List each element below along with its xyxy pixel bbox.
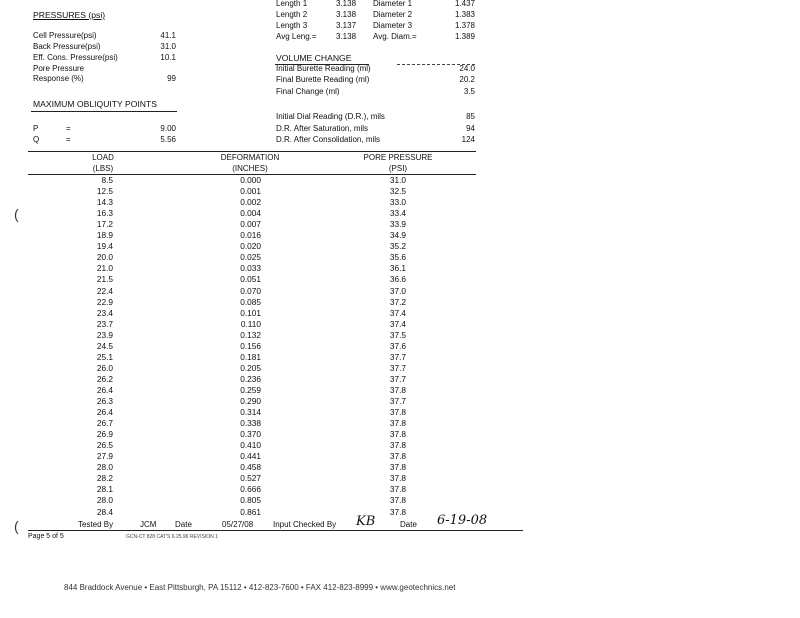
- avg-diameter-label: Avg. Diam.=: [373, 32, 417, 41]
- table-row: [0, 507, 480, 518]
- obliquity-q-value: 5.56: [160, 135, 176, 144]
- eff-cons-pressure-value: 10.1: [160, 53, 176, 62]
- footer-rule: [28, 530, 523, 531]
- obliquity-p-label: P: [33, 124, 39, 133]
- load-cell: 20.0: [96, 252, 113, 263]
- table-row: [0, 286, 480, 297]
- obliquity-p-value: 9.00: [160, 124, 176, 133]
- final-burette-label: Final Burette Reading (ml): [276, 75, 370, 84]
- diameter-1-value: 1.437: [454, 0, 475, 8]
- load-cell: 23.9: [96, 329, 113, 340]
- deformation-cell: 0.110: [240, 318, 261, 329]
- pore-pressure-cell: 33.9: [389, 219, 406, 230]
- deformation-cell: 0.004: [240, 208, 261, 219]
- pore-pressure-cell: 36.6: [389, 274, 406, 285]
- pore-pressure-cell: 37.7: [389, 396, 406, 406]
- deformation-cell: 0.181: [240, 351, 261, 362]
- deformation-cell: 0.205: [240, 362, 261, 373]
- pore-pressure-cell: 37.7: [389, 373, 406, 384]
- load-cell: 26.7: [96, 418, 113, 429]
- load-cell: 16.3: [96, 208, 113, 219]
- pore-pressure-cell: 37.8: [389, 429, 406, 440]
- table-row: [0, 263, 480, 274]
- deformation-cell: 0.101: [240, 307, 261, 318]
- load-cell: 18.9: [96, 230, 113, 241]
- deformation-cell: 0.861: [240, 506, 261, 517]
- load-cell: 8.5: [101, 175, 113, 185]
- pore-pressure-cell: 37.8: [389, 473, 406, 484]
- tested-date-value: 05/27/08: [222, 520, 254, 529]
- table-row: [0, 374, 480, 385]
- load-cell: 26.4: [96, 384, 113, 395]
- table-row: [0, 418, 480, 429]
- form-code: GCN-CT 828 CAT'S 6.25.96 REVISION 1: [126, 534, 218, 540]
- obliquity-p-sep: =: [66, 124, 71, 133]
- pore-pressure-cell: 37.6: [389, 340, 406, 351]
- table-row: [0, 363, 480, 374]
- pore-pressure-cell: 37.5: [389, 329, 406, 340]
- deformation-cell: 0.156: [240, 340, 261, 351]
- pore-pressure-cell: 37.4: [389, 307, 406, 318]
- final-change-value: 3.5: [463, 87, 475, 96]
- input-checked-label: Input Checked By: [273, 520, 337, 529]
- deformation-cell: 0.033: [240, 263, 261, 274]
- load-cell: 12.5: [96, 186, 113, 197]
- table-row: [0, 252, 480, 263]
- avg-length-label: Avg Leng.=: [276, 32, 317, 41]
- tested-by-value: JCM: [140, 520, 157, 529]
- deformation-header: DEFORMATION: [220, 153, 280, 162]
- deformation-cell: 0.236: [240, 373, 261, 384]
- length-2-label: Length 2: [276, 10, 308, 19]
- load-cell: 21.0: [96, 263, 113, 274]
- cell-pressure-label: Cell Pressure(psi): [33, 31, 97, 40]
- deformation-cell: 0.025: [240, 252, 261, 263]
- load-cell: 23.7: [96, 318, 113, 329]
- deformation-cell: 0.020: [240, 241, 261, 252]
- diameter-3-label: Diameter 3: [373, 21, 413, 30]
- deformation-cell: 0.051: [240, 274, 261, 285]
- table-row: [0, 484, 480, 495]
- deformation-cell: 0.070: [240, 285, 261, 296]
- table-row: [0, 352, 480, 363]
- table-row: [0, 495, 480, 506]
- initial-burette-label: Initial Burette Reading (ml): [276, 64, 371, 73]
- table-row: [0, 396, 480, 407]
- table-row: [0, 230, 480, 241]
- final-change-label: Final Change (ml): [276, 87, 340, 96]
- load-cell: 17.2: [96, 219, 113, 230]
- response-value: 99: [167, 74, 176, 83]
- deformation-cell: 0.370: [240, 429, 261, 440]
- obliquity-underline: [31, 111, 177, 112]
- pore-pressure-cell: 37.7: [389, 351, 406, 362]
- volume-change-heading: VOLUME CHANGE: [276, 53, 352, 63]
- load-cell: 22.9: [96, 296, 113, 307]
- initial-dial-value: 85: [466, 112, 475, 121]
- deformation-cell: 0.085: [240, 296, 261, 307]
- pore-pressure-cell: 31.0: [389, 175, 406, 185]
- pore-pressure-cell: 33.0: [389, 197, 406, 208]
- pore-pressure-header: PORE PRESSURE: [363, 153, 433, 162]
- dr-consolidation-label: D.R. After Consolidation, mils: [276, 135, 381, 144]
- deformation-cell: 0.410: [240, 440, 261, 451]
- deformation-cell: 0.441: [240, 451, 261, 462]
- page-number: Page 5 of 5: [28, 533, 64, 540]
- table-row: [0, 297, 480, 308]
- table-row: [0, 473, 480, 484]
- load-cell: 27.9: [96, 451, 113, 462]
- table-row: [0, 197, 480, 208]
- table-row: [0, 385, 480, 396]
- pore-pressure-cell: 37.8: [389, 384, 406, 395]
- pore-pressure-cell: 36.1: [389, 263, 406, 274]
- pore-pressure-cell: 37.0: [389, 285, 406, 296]
- company-address: 844 Braddock Avenue • East Pittsburgh, PA 15112 • 412-823-7600 • FAX 412-823-8999 • www.geotechnics.net: [64, 583, 456, 592]
- pore-pressure-cell: 37.4: [389, 318, 406, 329]
- pressures-heading: PRESSURES (psi): [33, 10, 106, 20]
- table-row: [0, 462, 480, 473]
- load-cell: 28.1: [96, 484, 113, 495]
- pore-pressure-cell: 37.8: [389, 462, 406, 473]
- table-row: [0, 440, 480, 451]
- obliquity-q-label: Q: [33, 135, 40, 144]
- pore-pressure-cell: 37.8: [389, 495, 406, 506]
- table-row: [0, 175, 480, 186]
- deformation-cell: 0.290: [240, 396, 261, 406]
- load-cell: 26.4: [96, 407, 113, 418]
- deformation-cell: 0.001: [240, 186, 261, 197]
- load-cell: 26.5: [96, 440, 113, 451]
- deformation-cell: 0.016: [240, 230, 261, 241]
- pore-pressure-cell: 35.2: [389, 241, 406, 252]
- load-cell: 14.3: [96, 197, 113, 208]
- response-label: Response (%): [33, 74, 84, 83]
- load-cell: 26.9: [96, 429, 113, 440]
- tested-date-label: Date: [175, 520, 192, 529]
- diameter-3-value: 1.378: [454, 21, 475, 30]
- table-row: [0, 186, 480, 197]
- load-cell: 21.5: [96, 274, 113, 285]
- deformation-cell: 0.666: [240, 484, 261, 495]
- pore-pressure-cell: 32.5: [389, 186, 406, 197]
- dr-consolidation-value: 124: [461, 135, 475, 144]
- diameter-2-label: Diameter 2: [373, 10, 413, 19]
- length-2-value: 3.138: [336, 10, 357, 19]
- table-row: [0, 429, 480, 440]
- table-row: [0, 274, 480, 285]
- table-row: [0, 241, 480, 252]
- binder-hole-mark-icon: (: [14, 206, 19, 222]
- load-cell: 28.4: [96, 506, 113, 517]
- deformation-unit-header: (INCHES): [232, 164, 268, 173]
- deformation-cell: 0.805: [240, 495, 261, 506]
- final-burette-value: 20.2: [459, 75, 475, 84]
- table-body: [0, 175, 480, 520]
- load-cell: 26.2: [96, 373, 113, 384]
- load-cell: 28.0: [96, 495, 113, 506]
- pore-pressure-label: Pore Pressure: [33, 64, 85, 73]
- table-row: [0, 451, 480, 462]
- load-unit-header: (LBS): [92, 164, 114, 173]
- eff-cons-pressure-label: Eff. Cons. Pressure(psi): [33, 53, 118, 62]
- deformation-cell: 0.000: [240, 175, 261, 185]
- load-cell: 24.5: [96, 340, 113, 351]
- checked-date-label: Date: [400, 520, 417, 529]
- table-row: [0, 208, 480, 219]
- load-cell: 19.4: [96, 241, 113, 252]
- pore-pressure-cell: 37.2: [389, 296, 406, 307]
- obliquity-heading: MAXIMUM OBLIQUITY POINTS: [33, 99, 157, 109]
- pore-pressure-cell: 37.8: [389, 506, 406, 517]
- binder-hole-mark-bottom-icon: (: [14, 518, 19, 534]
- back-pressure-value: 31.0: [160, 42, 176, 51]
- length-3-label: Length 3: [276, 21, 308, 30]
- dr-saturation-value: 94: [466, 124, 475, 133]
- table-row: [0, 341, 480, 352]
- deformation-cell: 0.002: [240, 197, 261, 208]
- table-row: [0, 219, 480, 230]
- deformation-cell: 0.458: [240, 462, 261, 473]
- initial-burette-value: 24.0: [459, 64, 475, 73]
- pore-pressure-cell: 37.8: [389, 484, 406, 495]
- load-cell: 25.1: [96, 351, 113, 362]
- back-pressure-label: Back Pressure(psi): [33, 42, 101, 51]
- table-row: [0, 319, 480, 330]
- deformation-cell: 0.338: [240, 418, 261, 429]
- tested-by-label: Tested By: [78, 520, 114, 529]
- pore-pressure-cell: 37.8: [389, 440, 406, 451]
- load-cell: 28.2: [96, 473, 113, 484]
- pore-pressure-cell: 37.8: [389, 407, 406, 418]
- pore-pressure-cell: 35.6: [389, 252, 406, 263]
- pore-pressure-cell: 37.8: [389, 418, 406, 429]
- initial-dial-label: Initial Dial Reading (D.R.), mils: [276, 112, 385, 121]
- length-3-value: 3.137: [336, 21, 357, 30]
- diameter-2-value: 1.383: [454, 10, 475, 19]
- load-header: LOAD: [92, 153, 114, 162]
- length-1-value: 3.138: [336, 0, 357, 8]
- deformation-cell: 0.259: [240, 384, 261, 395]
- deformation-cell: 0.132: [240, 329, 261, 340]
- table-top-rule: [28, 151, 476, 152]
- load-cell: 26.0: [96, 362, 113, 373]
- dr-saturation-label: D.R. After Saturation, mils: [276, 124, 369, 133]
- deformation-cell: 0.527: [240, 473, 261, 484]
- deformation-cell: 0.314: [240, 407, 261, 418]
- length-1-label: Length 1: [276, 0, 308, 8]
- pore-pressure-cell: 37.8: [389, 451, 406, 462]
- diameter-1-label: Diameter 1: [373, 0, 413, 8]
- checked-date-handwritten: 6-19-08: [437, 513, 488, 528]
- table-row: [0, 330, 480, 341]
- pore-pressure-cell: 33.4: [389, 208, 406, 219]
- pore-pressure-cell: 34.9: [389, 230, 406, 241]
- avg-length-value: 3.138: [336, 32, 357, 41]
- avg-diameter-value: 1.389: [454, 32, 475, 41]
- pore-pressure-cell: 37.7: [389, 362, 406, 373]
- load-cell: 23.4: [96, 307, 113, 318]
- obliquity-q-sep: =: [66, 135, 71, 144]
- checked-by-signature: KB: [356, 514, 376, 529]
- deformation-cell: 0.007: [240, 219, 261, 230]
- pore-pressure-unit-header: (PSI): [388, 164, 408, 173]
- cell-pressure-value: 41.1: [160, 31, 176, 40]
- load-cell: 22.4: [96, 285, 113, 296]
- load-cell: 28.0: [96, 462, 113, 473]
- table-row: [0, 308, 480, 319]
- load-cell: 26.3: [96, 396, 113, 406]
- table-row: [0, 407, 480, 418]
